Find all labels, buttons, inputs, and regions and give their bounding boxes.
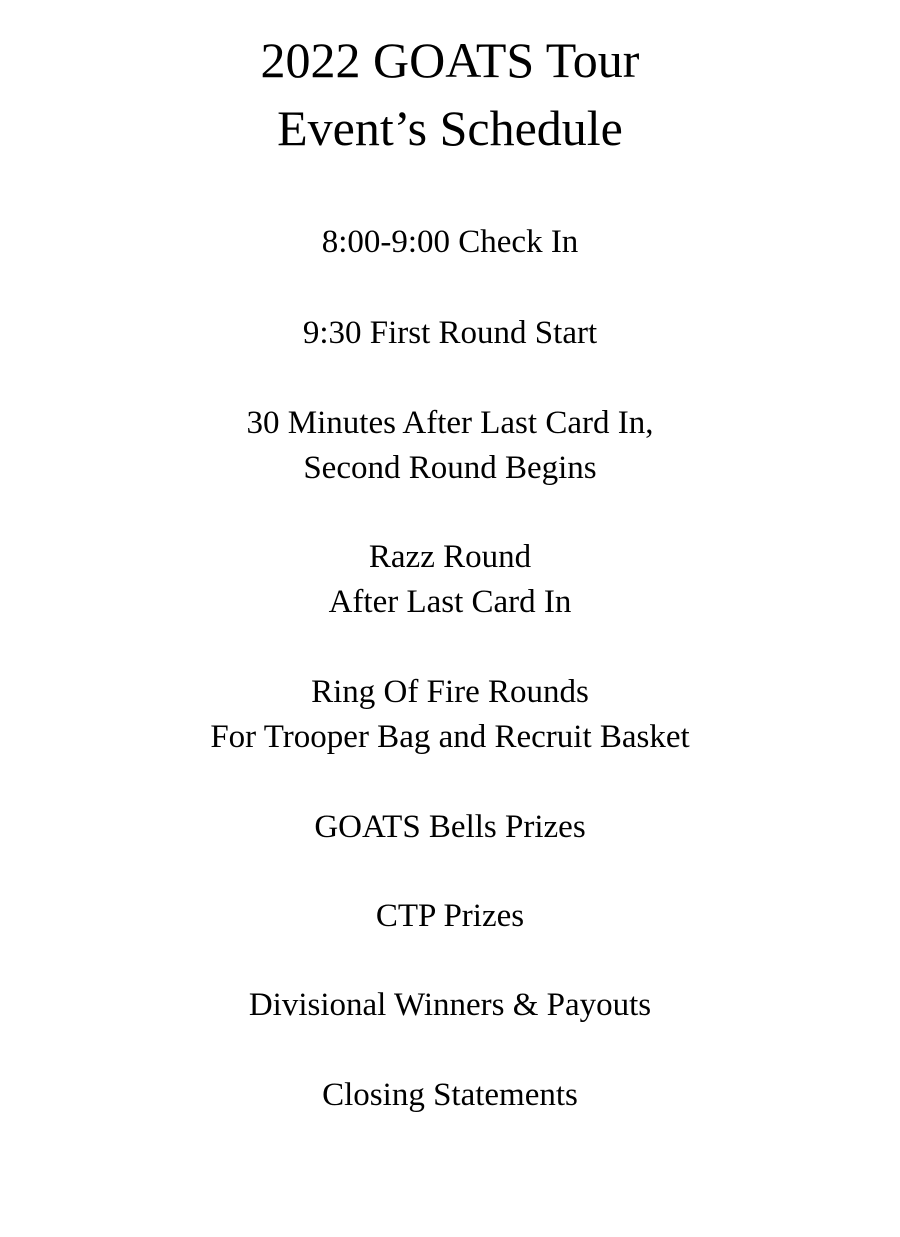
document-title-line-1: 2022 GOATS Tour [260, 32, 640, 88]
schedule-item-first-round: 9:30 First Round Start [302, 315, 598, 351]
schedule-item-second-round-line-2: Second Round Begins [303, 450, 597, 486]
schedule-item-razz-round-line-2: After Last Card In [328, 584, 572, 620]
schedule-item-divisional-winners: Divisional Winners & Payouts [248, 987, 652, 1023]
schedule-item-ring-of-fire-line-2: For Trooper Bag and Recruit Basket [210, 719, 690, 755]
document-title-line-2: Event’s Schedule [277, 100, 623, 156]
schedule-item-goats-bells: GOATS Bells Prizes [314, 809, 586, 845]
schedule-item-razz-round-line-1: Razz Round [368, 539, 532, 575]
schedule-item-ring-of-fire-line-1: Ring Of Fire Rounds [311, 674, 589, 710]
schedule-item-ctp-prizes: CTP Prizes [375, 898, 525, 934]
schedule-item-closing-statements: Closing Statements [322, 1077, 578, 1113]
schedule-item-check-in: 8:00-9:00 Check In [321, 224, 579, 260]
schedule-item-second-round-line-1: 30 Minutes After Last Card In, [246, 405, 654, 441]
